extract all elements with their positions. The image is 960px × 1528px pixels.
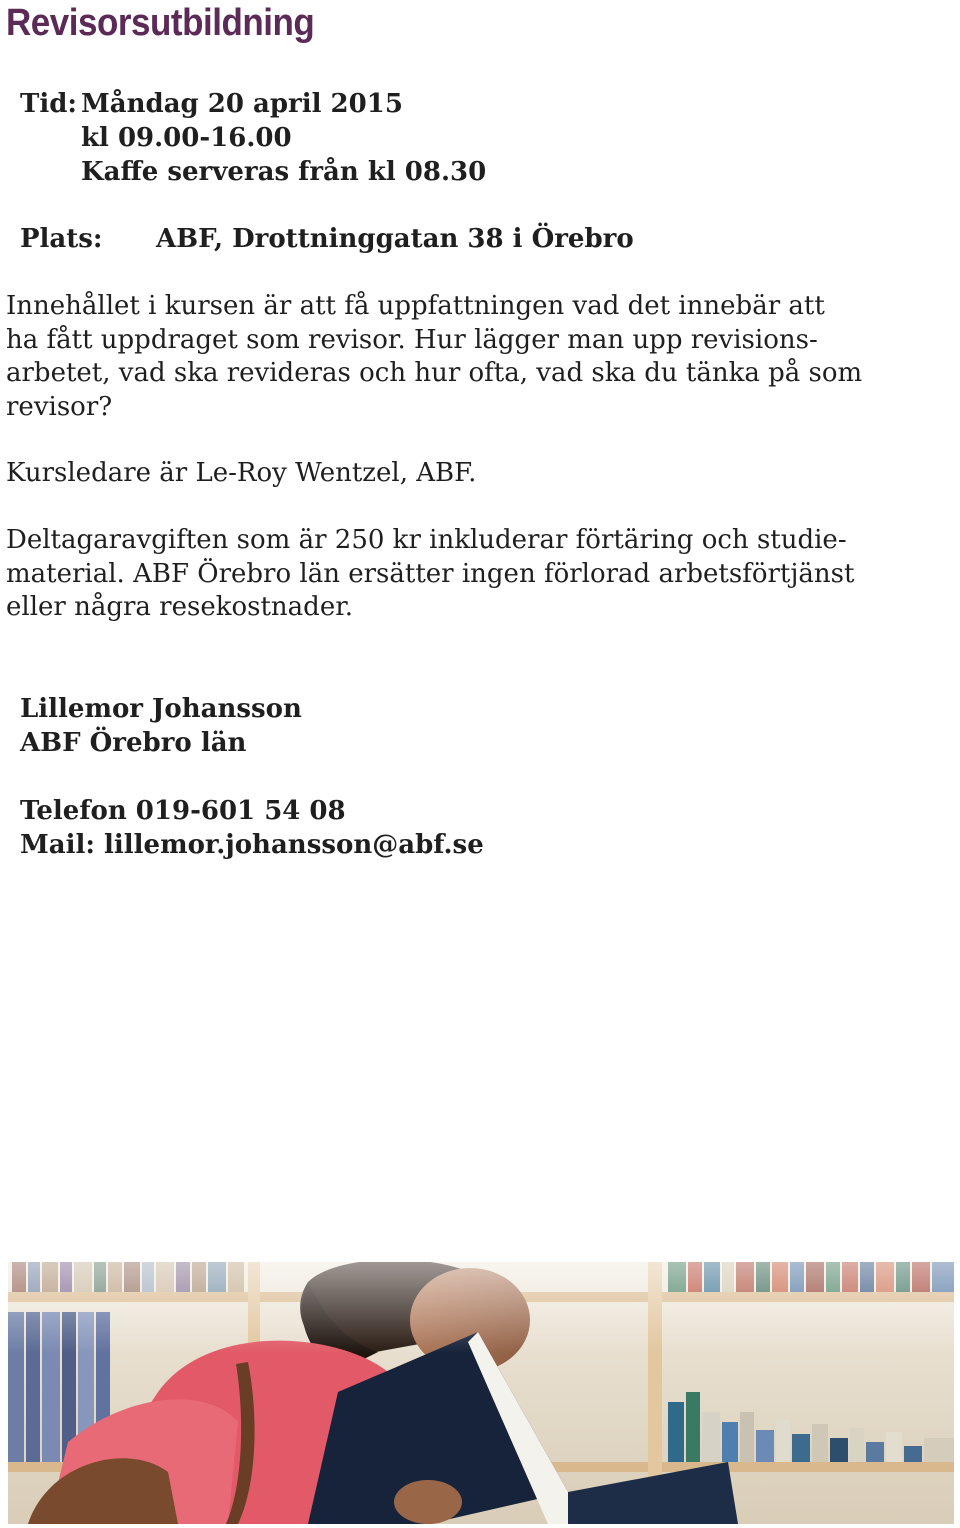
contact-name: Lillemor Johansson bbox=[20, 694, 302, 724]
time-coffee: Kaffe serveras från kl 08.30 bbox=[81, 157, 487, 187]
page-title: Revisorsutbildning bbox=[6, 2, 315, 44]
text-line: eller några resekostnader. bbox=[6, 592, 354, 623]
photo-woman-reading-icon bbox=[8, 1262, 954, 1524]
library-reading-photo bbox=[8, 1262, 954, 1524]
text-line: material. ABF Örebro län ersätter ingen förlorad arbetsförtjänst bbox=[6, 558, 855, 589]
time-hours: kl 09.00-16.00 bbox=[81, 123, 292, 153]
time-label: Tid: bbox=[20, 89, 78, 119]
text-line: Innehållet i kursen är att få uppfattningen vad det innebär att bbox=[6, 291, 825, 321]
place-label: Plats: bbox=[20, 224, 103, 254]
contact-phone: Telefon 019-601 54 08 bbox=[20, 796, 346, 826]
contact-mail: Mail: lillemor.johansson@abf.se bbox=[20, 830, 484, 860]
course-leader bbox=[6, 457, 816, 491]
course-description bbox=[6, 290, 863, 425]
place-value: ABF, Drottninggatan 38 i Örebro bbox=[156, 224, 634, 254]
time-date: Måndag 20 april 2015 bbox=[81, 89, 403, 119]
text-line: Kursledare är Le-Roy Wentzel, ABF. bbox=[6, 458, 477, 488]
text-line: Deltagaravgiften som är 250 kr inkluderar förtäring och studie- bbox=[6, 525, 847, 555]
text-line: ha fått uppdraget som revisor. Hur lägger man upp revisions- bbox=[6, 324, 818, 355]
fee-info bbox=[6, 524, 855, 625]
text-line: arbetet, vad ska revideras och hur ofta, vad ska du tänka på som bbox=[6, 358, 863, 389]
text-line: revisor? bbox=[6, 392, 113, 423]
contact-org: ABF Örebro län bbox=[20, 728, 247, 758]
